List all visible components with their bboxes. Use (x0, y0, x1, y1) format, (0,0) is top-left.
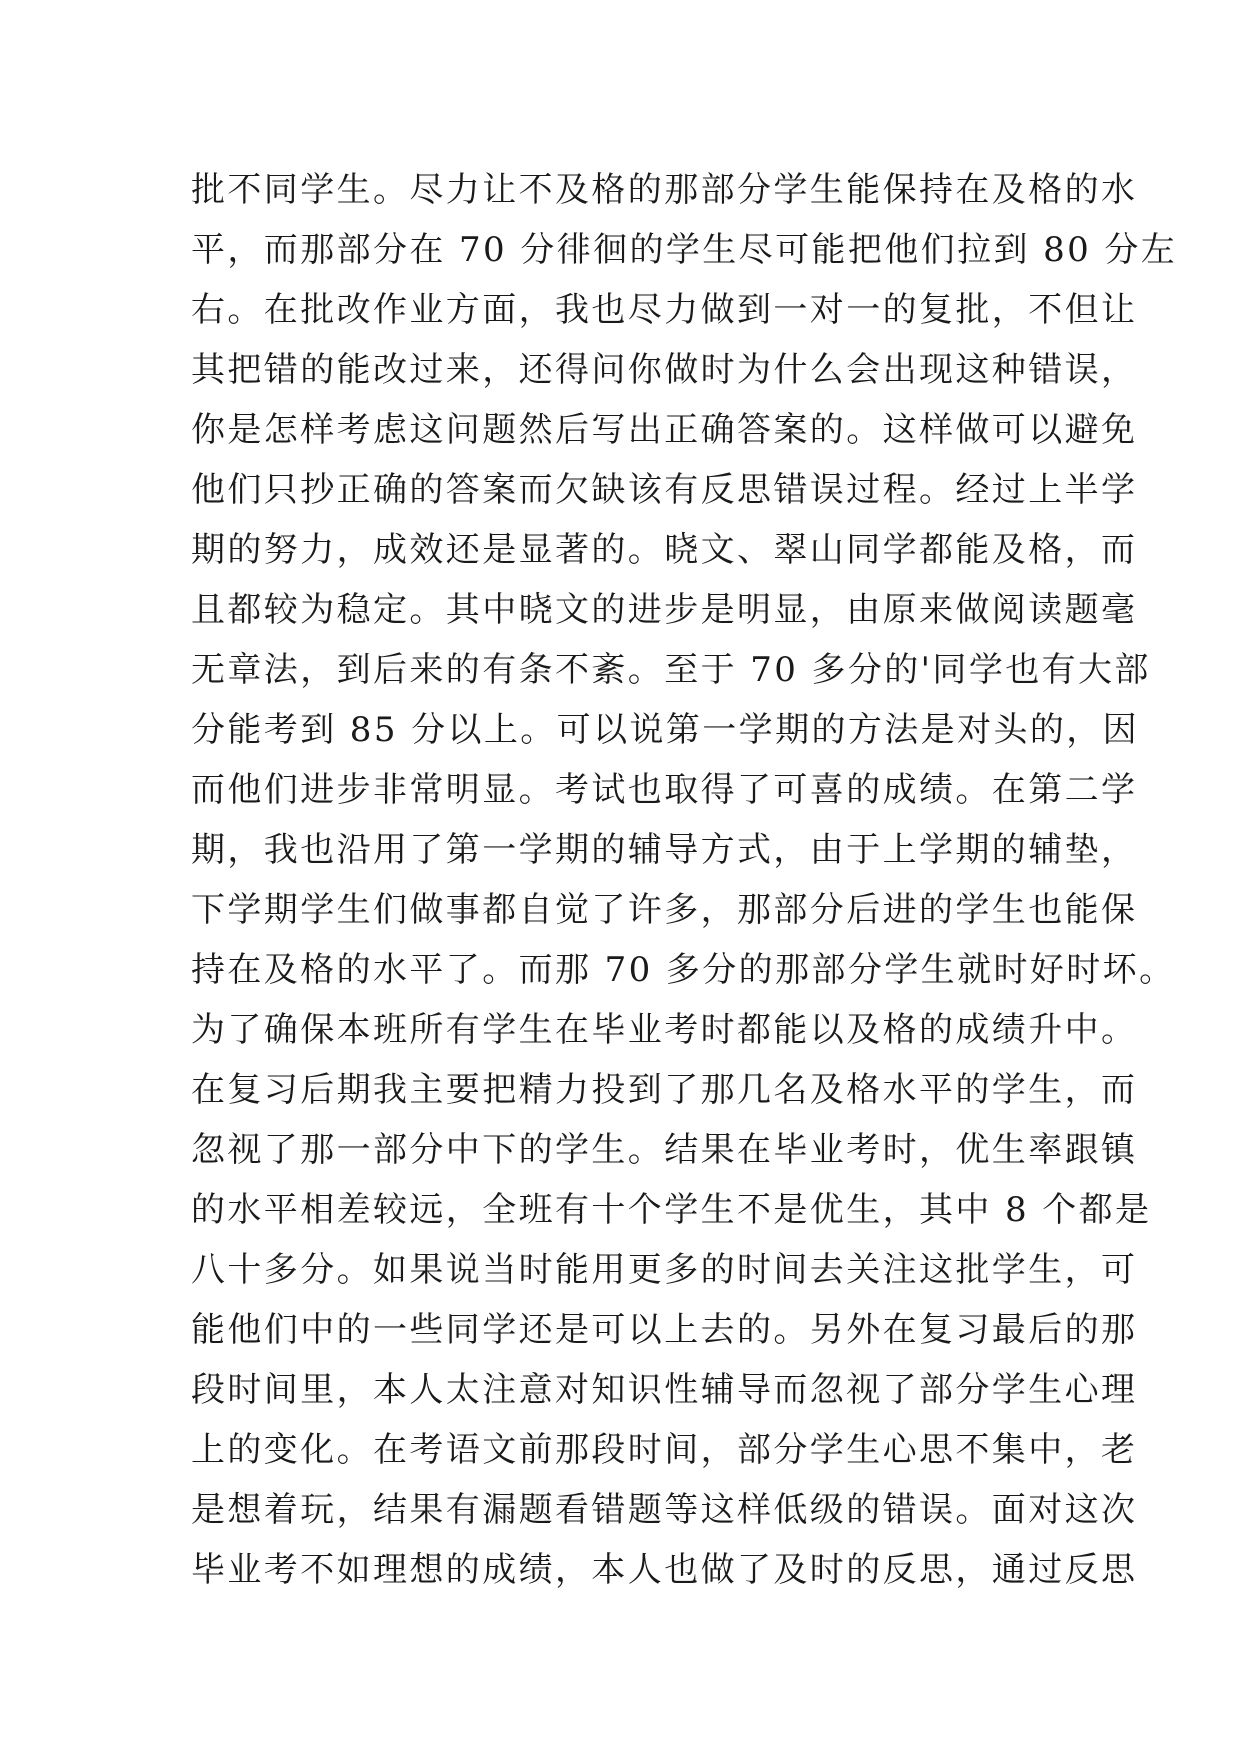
text-line-6: 他们只抄正确的答案而欠缺该有反思错误过程。经过上半学 (191, 470, 1138, 510)
text-line-23: 是想着玩，结果有漏题看错题等这样低级的错误。面对这次 (191, 1490, 1138, 1530)
body-text (191, 160, 1178, 1600)
text-line-4: 其把错的能改过来，还得问你做时为什么会出现这种错误， (191, 350, 1138, 390)
text-line-21: 段时间里，本人太注意对知识性辅导而忽视了部分学生心理 (191, 1370, 1138, 1410)
text-line-19: 八十多分。如果说当时能用更多的时间去关注这批学生，可 (191, 1250, 1138, 1290)
text-line-14: 持在及格的水平了。而那 70 多分的那部分学生就时好时坏。 (191, 950, 1176, 990)
text-line-20: 能他们中的一些同学还是可以上去的。另外在复习最后的那 (191, 1310, 1138, 1350)
text-line-8: 且都较为稳定。其中晓文的进步是明显，由原来做阅读题毫 (191, 590, 1138, 630)
text-line-13: 下学期学生们做事都自觉了许多，那部分后进的学生也能保 (191, 890, 1138, 930)
text-line-18: 的水平相差较远，全班有十个学生不是优生，其中 8 个都是 (191, 1190, 1152, 1230)
text-line-16: 在复习后期我主要把精力投到了那几名及格水平的学生，而 (191, 1070, 1138, 1110)
text-line-2: 平，而那部分在 70 分徘徊的学生尽可能把他们拉到 80 分左 (191, 230, 1178, 270)
text-line-11: 而他们进步非常明显。考试也取得了可喜的成绩。在第二学 (191, 770, 1138, 810)
text-line-22: 上的变化。在考语文前那段时间，部分学生心思不集中，老 (191, 1430, 1138, 1470)
text-line-9: 无章法，到后来的有条不紊。至于 70 多分的'同学也有大部 (191, 650, 1151, 690)
text-line-15: 为了确保本班所有学生在毕业考时都能以及格的成绩升中。 (191, 1010, 1138, 1050)
text-line-3: 右。在批改作业方面，我也尽力做到一对一的复批，不但让 (191, 290, 1138, 330)
text-line-17: 忽视了那一部分中下的学生。结果在毕业考时，优生率跟镇 (191, 1130, 1138, 1170)
text-line-7: 期的努力，成效还是显著的。晓文、翠山同学都能及格，而 (191, 530, 1138, 570)
text-line-12: 期，我也沿用了第一学期的辅导方式，由于上学期的辅垫， (191, 830, 1138, 870)
text-line-5: 你是怎样考虑这问题然后写出正确答案的。这样做可以避免 (191, 410, 1138, 450)
text-line-24: 毕业考不如理想的成绩，本人也做了及时的反思，通过反思 (191, 1550, 1138, 1590)
text-line-10: 分能考到 85 分以上。可以说第一学期的方法是对头的，因 (191, 710, 1140, 750)
text-line-1: 批不同学生。尽力让不及格的那部分学生能保持在及格的水 (191, 170, 1138, 210)
